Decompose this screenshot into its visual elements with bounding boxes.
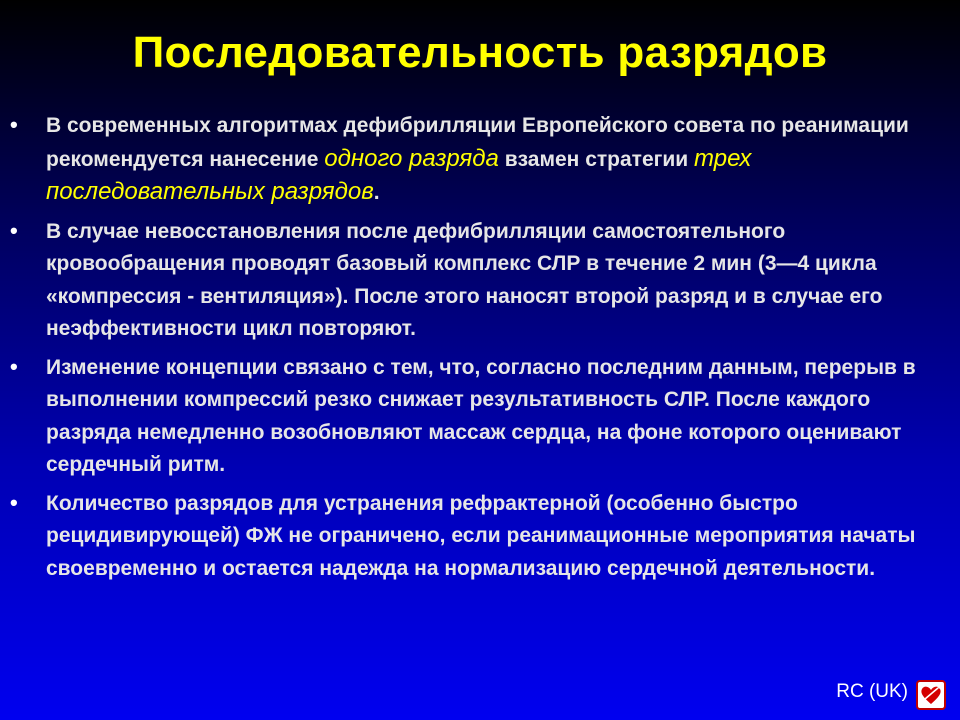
bullet-marker: • [10,489,18,515]
rc-uk-logo-icon [916,680,946,710]
bullet-text: Изменение концепции связано с тем, что, согласно последним данным, перерыв в выполнении компрессий резко снижает результативность СЛР. После каждого разряда немедленно возобновляют массаж сердца, на фоне которого оценивают сердечный ритм. [46,355,916,476]
bullet-item [0,110,960,210]
bullet-text: взамен стратегии [498,147,695,171]
bullet-text: В современных алгоритмах дефибрилляции Европейского совета по реанимации рекомендуется нанесение [46,114,909,171]
slide-title: Последовательность разрядов [132,28,828,77]
bullet-item [0,488,960,586]
highlighted-text: одного разряда [324,144,499,172]
bullet-marker: • [10,112,18,137]
bullet-marker: • [10,217,18,243]
bullet-text: В случае невосстановления после дефибрилляции самостоятельного кровообращения проводят базовый комплекс СЛР в течение 2 мин (3—4 цикла «компрессия - вентиляция»). После этого наносят второй разряд и в случае его неэффективности цикл повторяют. [46,219,883,340]
bullet-list [0,110,960,591]
bullet-text: Количество разрядов для устранения рефрактерной (особенно быстро рецидивирующей) ФЖ не ограничено, если реанимационные мероприятия начаты своевременно и остается надежда на нормализацию сердечной деятельности. [46,491,916,580]
bullet-item [0,216,960,346]
bullet-item [0,352,960,482]
bullet-text: . [373,181,380,204]
highlighted-text: трех последовательных разрядов [46,144,752,205]
bullet-marker: • [10,353,18,379]
footer-label: RC (UK) [836,681,908,702]
